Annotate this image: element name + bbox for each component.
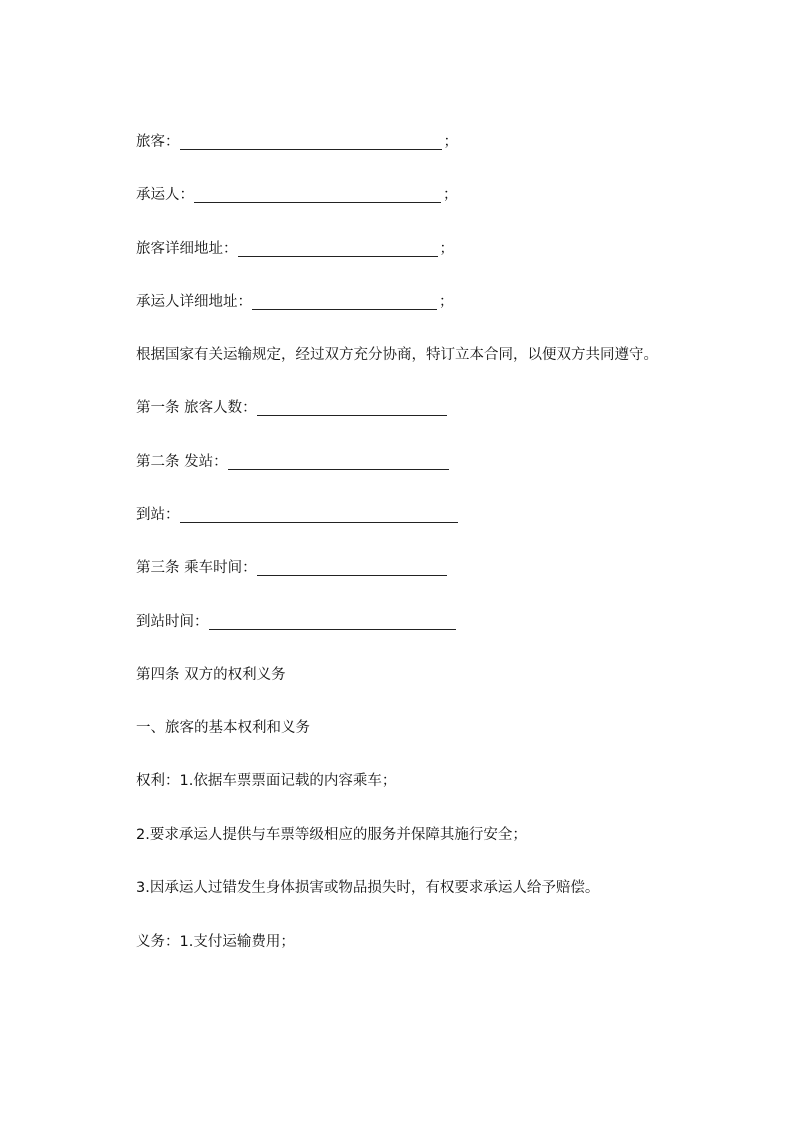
passenger-field	[136, 131, 458, 153]
duties-item-1-text: 义务：1.支付运输费用；	[136, 934, 295, 950]
rights-item-1-text: 权利：1.依据车票票面记载的内容乘车；	[136, 773, 397, 789]
arrival-time-label: 到站时间：	[136, 614, 209, 630]
rights-item-2-text: 2.要求承运人提供与车票等级相应的服务并保障其施行安全；	[136, 827, 527, 843]
passenger-address-blank[interactable]	[238, 240, 438, 257]
arrival-station-label: 到站：	[136, 507, 180, 523]
rights-item-3-text: 3.因承运人过错发生身体损害或物品损失时，有权要求承运人给予赔偿。	[136, 880, 600, 896]
carrier-address-blank[interactable]	[252, 293, 437, 310]
carrier-address-field	[136, 291, 454, 313]
ride-time-blank[interactable]	[257, 559, 447, 576]
rights-item-1	[136, 770, 396, 792]
carrier-blank[interactable]	[194, 186, 441, 203]
carrier-end: ；	[443, 187, 458, 203]
departure-station-blank[interactable]	[228, 453, 449, 470]
carrier-address-label: 承运人详细地址：	[136, 294, 252, 310]
rights-item-2	[136, 824, 527, 846]
carrier-label: 承运人：	[136, 187, 194, 203]
rights-item-3	[136, 877, 599, 899]
preamble-paragraph	[136, 344, 658, 366]
article-1-label: 第一条 旅客人数：	[136, 400, 257, 416]
arrival-time-blank[interactable]	[209, 613, 456, 630]
passenger-label: 旅客：	[136, 134, 180, 150]
article-4	[136, 664, 286, 686]
passenger-end: ；	[443, 134, 458, 150]
passenger-count-blank[interactable]	[257, 399, 447, 416]
arrival-station-blank[interactable]	[180, 506, 458, 523]
section-1-title: 一、旅客的基本权利和义务	[136, 720, 310, 736]
carrier-address-end: ；	[439, 294, 454, 310]
passenger-blank[interactable]	[180, 133, 442, 150]
duties-item-1	[136, 931, 295, 953]
preamble-text: 根据国家有关运输规定，经过双方充分协商，特订立本合同，以便双方共同遵守。	[136, 347, 658, 363]
article-2-label: 第二条 发站：	[136, 454, 228, 470]
carrier-field	[136, 184, 458, 206]
section-1	[136, 717, 310, 739]
arrival-station-field	[136, 504, 458, 526]
passenger-address-label: 旅客详细地址：	[136, 241, 238, 257]
article-1	[136, 397, 447, 419]
article-4-title: 第四条 双方的权利义务	[136, 667, 286, 683]
arrival-time-field	[136, 611, 456, 633]
article-2	[136, 451, 449, 473]
article-3	[136, 557, 447, 579]
article-3-label: 第三条 乘车时间：	[136, 560, 257, 576]
passenger-address-end: ；	[439, 241, 454, 257]
passenger-address-field	[136, 238, 454, 260]
